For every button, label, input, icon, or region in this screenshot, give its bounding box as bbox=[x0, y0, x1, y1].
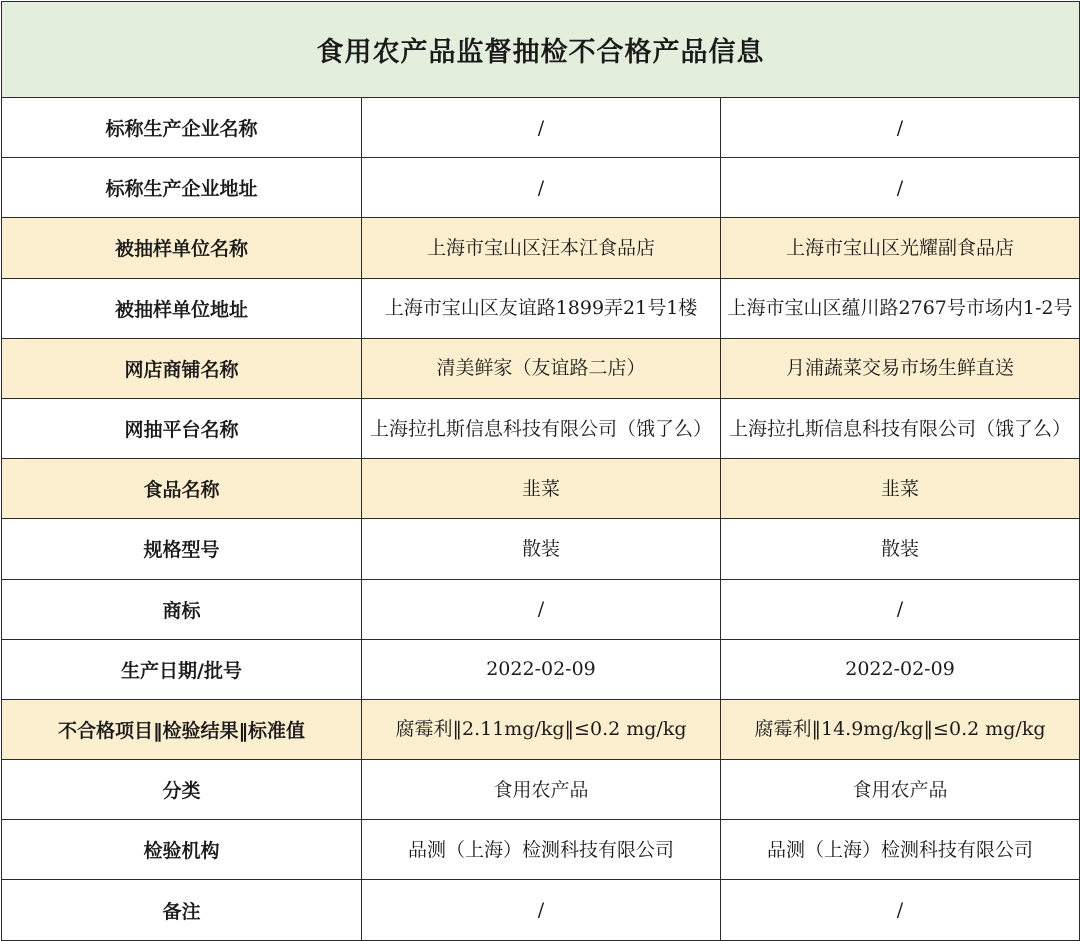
row-value-sample-2: / bbox=[721, 158, 1080, 218]
table-row bbox=[2, 158, 1080, 218]
row-label: 规格型号 bbox=[2, 519, 362, 579]
row-value-sample-1: 清美鲜家（友谊路二店） bbox=[362, 338, 721, 398]
row-label: 商标 bbox=[2, 579, 362, 639]
row-value-sample-1: 散装 bbox=[362, 519, 721, 579]
row-label: 不合格项目‖检验结果‖标准值 bbox=[2, 699, 362, 759]
table-title: 食用农产品监督抽检不合格产品信息 bbox=[2, 2, 1080, 98]
row-value-sample-1: 品测（上海）检测科技有限公司 bbox=[362, 820, 721, 880]
row-label: 网店商铺名称 bbox=[2, 338, 362, 398]
row-value-sample-1: / bbox=[362, 579, 721, 639]
row-value-sample-1: 上海拉扎斯信息科技有限公司（饿了么） bbox=[362, 398, 721, 458]
table-row bbox=[2, 218, 1080, 278]
row-value-sample-1: 腐霉利‖2.11mg/kg‖≤0.2 mg/kg bbox=[362, 699, 721, 759]
row-value-sample-2: / bbox=[721, 880, 1080, 940]
row-value-sample-2: 月浦蔬菜交易市场生鲜直送 bbox=[721, 338, 1080, 398]
row-label: 食品名称 bbox=[2, 459, 362, 519]
row-label: 备注 bbox=[2, 880, 362, 940]
table-row bbox=[2, 459, 1080, 519]
table-row bbox=[2, 639, 1080, 699]
row-label: 标称生产企业名称 bbox=[2, 98, 362, 158]
table-row bbox=[2, 880, 1080, 940]
row-value-sample-1: / bbox=[362, 880, 721, 940]
row-value-sample-2: / bbox=[721, 579, 1080, 639]
row-label: 标称生产企业地址 bbox=[2, 158, 362, 218]
row-value-sample-2: 散装 bbox=[721, 519, 1080, 579]
row-value-sample-2: 腐霉利‖14.9mg/kg‖≤0.2 mg/kg bbox=[721, 699, 1080, 759]
row-value-sample-2: 上海市宝山区光耀副食品店 bbox=[721, 218, 1080, 278]
table-row bbox=[2, 820, 1080, 880]
row-value-sample-2: 韭菜 bbox=[721, 459, 1080, 519]
row-value-sample-1: / bbox=[362, 158, 721, 218]
table-row bbox=[2, 579, 1080, 639]
table-row bbox=[2, 760, 1080, 820]
table-row bbox=[2, 338, 1080, 398]
row-value-sample-2: / bbox=[721, 98, 1080, 158]
table-row bbox=[2, 278, 1080, 338]
table-row bbox=[2, 98, 1080, 158]
row-label: 检验机构 bbox=[2, 820, 362, 880]
row-value-sample-2: 上海拉扎斯信息科技有限公司（饿了么） bbox=[721, 398, 1080, 458]
row-value-sample-1: 2022-02-09 bbox=[362, 639, 721, 699]
row-value-sample-1: 上海市宝山区友谊路1899弄21号1楼 bbox=[362, 278, 721, 338]
row-value-sample-1: 食用农产品 bbox=[362, 760, 721, 820]
row-label: 被抽样单位地址 bbox=[2, 278, 362, 338]
report-sheet bbox=[0, 1, 1080, 941]
table-row bbox=[2, 699, 1080, 759]
row-label: 生产日期/批号 bbox=[2, 639, 362, 699]
row-value-sample-2: 品测（上海）检测科技有限公司 bbox=[721, 820, 1080, 880]
table-row bbox=[2, 398, 1080, 458]
row-label: 网抽平台名称 bbox=[2, 398, 362, 458]
title-row bbox=[2, 2, 1080, 98]
table-row bbox=[2, 519, 1080, 579]
row-value-sample-2: 食用农产品 bbox=[721, 760, 1080, 820]
row-value-sample-2: 上海市宝山区蕴川路2767号市场内1-2号 bbox=[721, 278, 1080, 338]
row-value-sample-1: 韭菜 bbox=[362, 459, 721, 519]
row-label: 分类 bbox=[2, 760, 362, 820]
row-value-sample-1: 上海市宝山区汪本江食品店 bbox=[362, 218, 721, 278]
row-label: 被抽样单位名称 bbox=[2, 218, 362, 278]
row-value-sample-1: / bbox=[362, 98, 721, 158]
row-value-sample-2: 2022-02-09 bbox=[721, 639, 1080, 699]
inspection-table bbox=[1, 1, 1080, 941]
